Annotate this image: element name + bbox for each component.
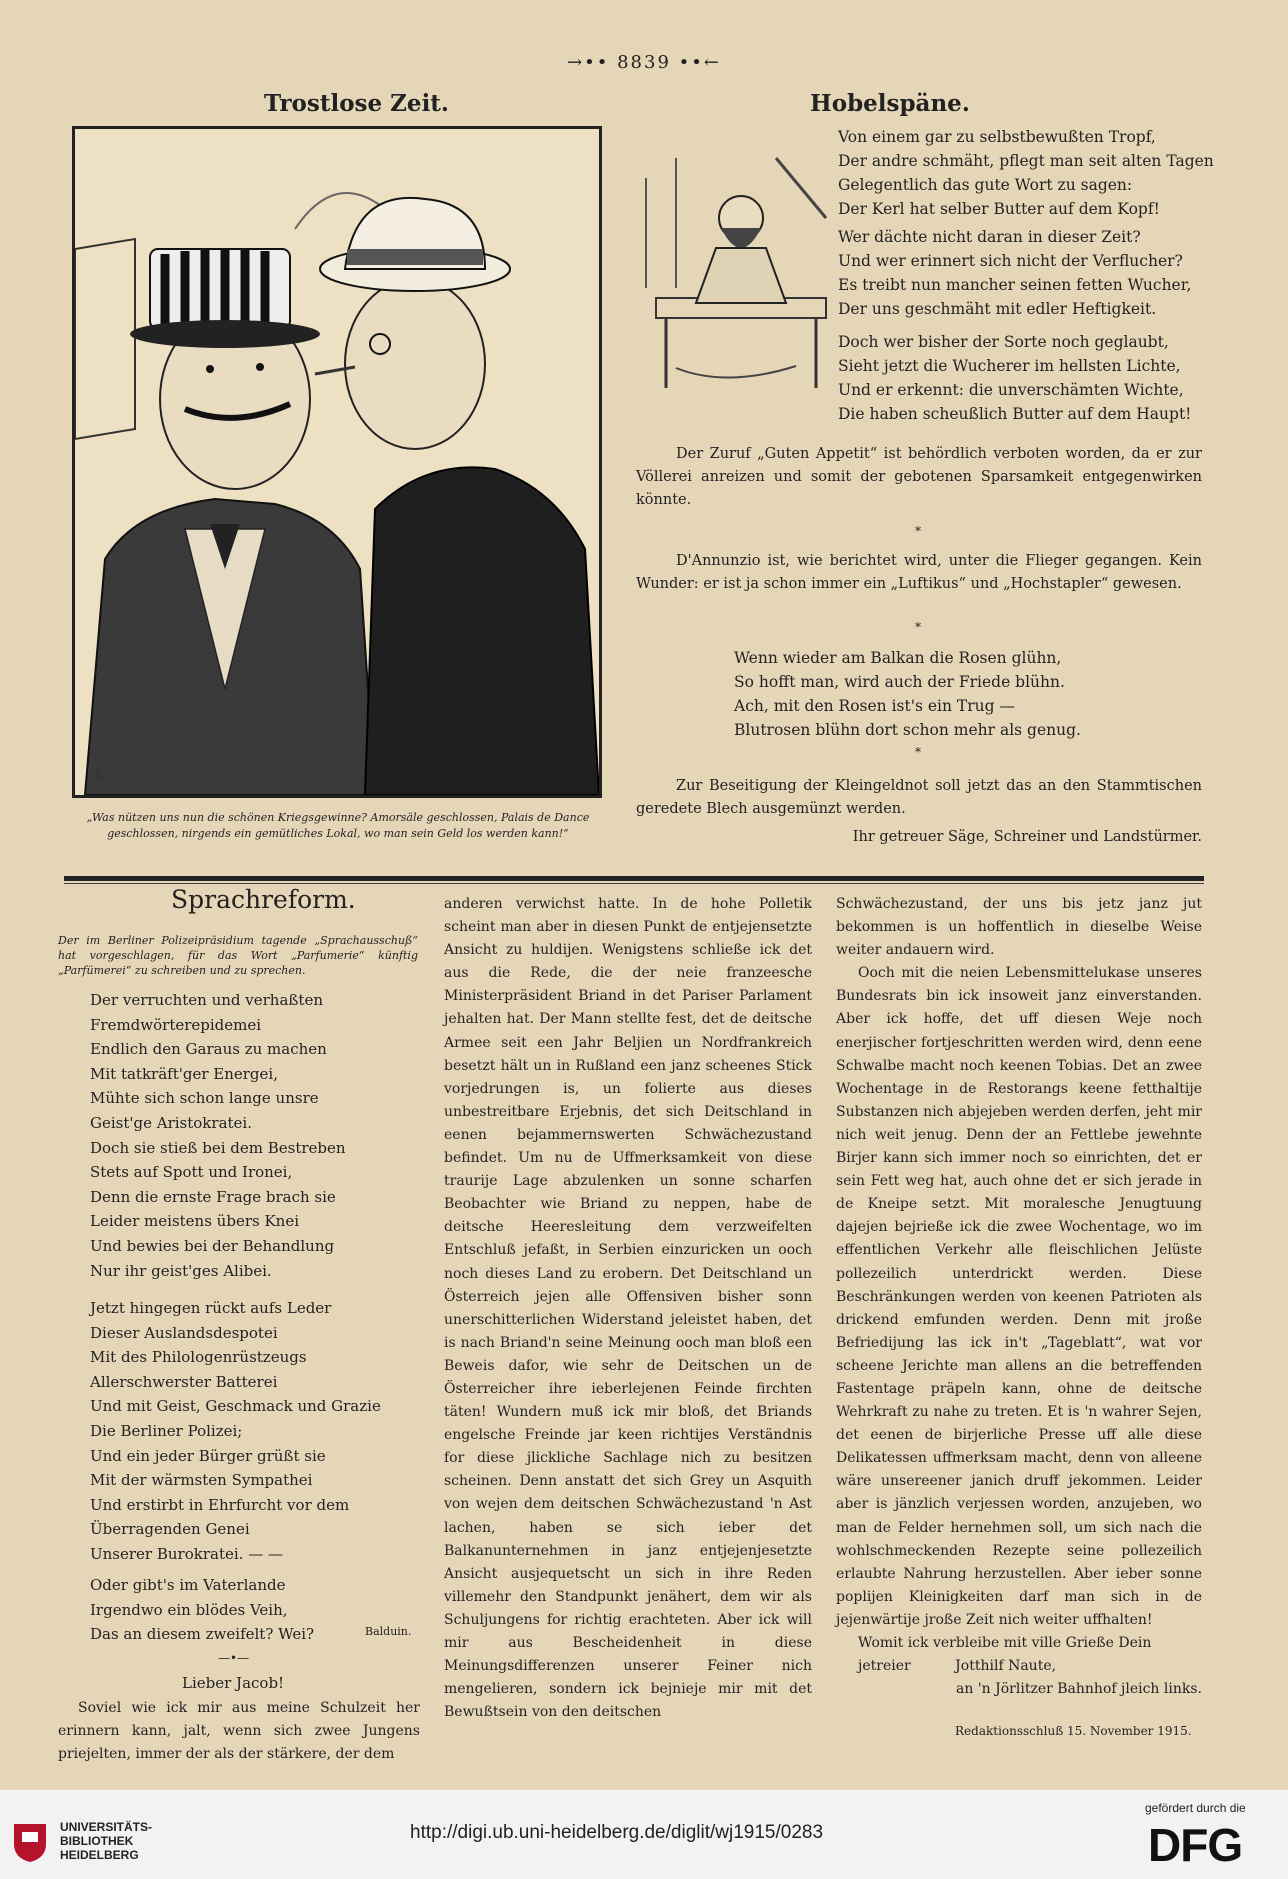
cartoon-title: Trostlose Zeit. (264, 90, 449, 117)
uni-line: UNIVERSITÄTS- (60, 1820, 153, 1834)
hobel-paragraph-2: D'Annunzio ist, wie berichtet wird, unter die Flieger gegangen. Kein Wunder: er ist ja schon immer ein „Luftikus“ und „Hochstapler“ gewesen. (636, 553, 1202, 592)
verse-line: Wenn wieder am Balkan die Rosen glühn, (734, 649, 1062, 667)
verse-line: Es treibt nun mancher seinen fetten Wucher, (838, 276, 1192, 294)
university-logo-icon (10, 1820, 50, 1864)
verse-line: Der uns geschmäht mit edler Heftigkeit. (838, 300, 1157, 318)
letter-paragraph: Ooch mit die neien Lebensmittelukase unseres Bundesrats bin ick insoweit janz einverstanden. Aber ick hoffe, det uff diesen Weje noch enerjischer fortjeschritten werden wird, denn eene Schwalbe macht noch keenen Tobias. Det an zwee Wochentage in de Restorangs keene fetthaltije Substanzen nich abjejeben werden derfen, jeht mir nich weit jenug. Denn der an Fettlebe jewehnte Birjer kann sich immer noch so einrichten, det er sein Fett weg hat, auch ohne det er sich jerade in de Kneipe setzt. Mit moralesche Jenugtuung dajejen bejrieße ick die zwee Wochentage, wo im effentlichen Verkehr alle fleischlichen Jelüste pollezeilich unterdrickt werden. Diese Beschränkungen werden von keenen Patrioten als drickend emfunden werden. Denn mit jroße Befriedijung las ick in't „Tageblatt“, wat vor scheene Jerichte man allens an die betreffenden Fastentage präpeln kann, ohne de deitsche Wehrkraft zu nahe zu treten. Et is 'n wahrer Sejen, det eenen de birjerliche Presse uff alle diese Delikatessen uffmerksam macht, denn von alleene wäre unsereener janich druff jekommen. Leider aber is jänzlich verjessen worden, anzujeben, wo man de Felder hernehmen soll, um sich nach die wohlschmeckenden Rezepte seine pollezeilich erlaubte Nahrung herzustellen. Aber ieber sonne poplijen Kleinigkeiten darf man sich in de jejenwärtije jroße Zeit nich weiter uffhalten! (836, 965, 1202, 1628)
cartoon-illustration (72, 126, 602, 798)
university-library-name (60, 1820, 152, 1862)
page-number: →•• 8839 ••← (567, 52, 721, 73)
hobel-verse-3 (838, 330, 1191, 426)
redaktionsschluss: Redaktionsschluß 15. November 1915. (955, 1724, 1192, 1738)
letter-signature: jetreier Jotthilf Naute, (858, 1658, 1057, 1675)
hobel-verse-1 (838, 125, 1214, 221)
hobel-verse-4 (734, 646, 1081, 742)
poem-line: Überragenden Genei (90, 1520, 250, 1539)
poem-line: Jetzt hingegen rückt aufs Leder (90, 1299, 332, 1317)
poem-line: Allerschwerster Batterei (90, 1372, 278, 1391)
verse-line: Sieht jetzt die Wucherer im hellsten Lichte, (838, 357, 1181, 375)
verse-line: Die haben scheußlich Butter auf dem Haupt! (838, 405, 1192, 423)
poem-line: Nur ihr geist'ges Alibei. (90, 1261, 272, 1280)
sprachreform-stanza-1 (90, 988, 346, 1283)
sprachreform-title: Sprachreform. (171, 885, 356, 914)
poem-line: Die Berliner Polizei; (90, 1421, 243, 1440)
separator-star: * (915, 524, 921, 538)
sprachreform-stanza-3 (90, 1573, 314, 1647)
verse-line: Und wer erinnert sich nicht der Verflucher? (838, 252, 1183, 270)
poem-line: Und mit Geist, Geschmack und Grazie (90, 1397, 381, 1416)
poem-line: Dieser Auslandsdespotei (90, 1323, 278, 1342)
letter-paragraph: Schwächezustand, der uns bis jetz janz jut bekommen is un hoffentlich in dieselbe Weise weiter andauern wird. (836, 896, 1202, 959)
poem-line: Leider meistens übers Knei (90, 1212, 299, 1231)
separator-ornament: —•— (218, 1651, 250, 1665)
poem-line: Mit tatkräft'ger Energei, (90, 1064, 278, 1083)
poem-line: Endlich den Garaus zu machen (90, 1040, 327, 1059)
dfg-logo: DFG (1148, 1819, 1243, 1871)
poem-line: Fremdwörterepidemei (90, 1015, 262, 1034)
funding-note: gefördert durch die (1145, 1801, 1246, 1815)
uni-line: HEIDELBERG (60, 1848, 139, 1862)
verse-line: Ach, mit den Rosen ist's ein Trug — (734, 697, 1015, 715)
letter-signature-address: an 'n Jörlitzer Bahnhof jleich links. (956, 1681, 1202, 1698)
poem-line: Das an diesem zweifelt? Wei? (90, 1625, 315, 1644)
letter-column-1: Soviel wie ick mir aus meine Schulzeit her erinnern kann, jalt, wenn sich zwee Jungens priejelten, immer der als der stärkere, der dem (58, 1700, 420, 1763)
sprachreform-author: Balduin. (365, 1625, 412, 1638)
poem-line: Und erstirbt in Ehrfurcht vor dem (90, 1495, 350, 1514)
verse-line: Blutrosen blühn dort schon mehr als genug. (734, 721, 1081, 739)
carpenter-sketch (636, 138, 840, 408)
poem-line: Irgendwo ein blödes Veih, (90, 1600, 288, 1619)
hobel-paragraph-1: Der Zuruf „Guten Appetit“ ist behördlich verboten worden, da er zur Völlerei anreizen und somit der gebotenen Sparsamkeit entgegenwirken könnte. (636, 446, 1202, 508)
verse-line: Gelegentlich das gute Wort zu sagen: (838, 176, 1133, 194)
poem-line: Mit der wärmsten Sympathei (90, 1471, 313, 1490)
separator-star: * (915, 745, 921, 759)
poem-line: Oder gibt's im Vaterlande (90, 1576, 286, 1594)
uni-line: BIBLIOTHEK (60, 1834, 134, 1848)
source-url-link[interactable]: http://digi.ub.uni-heidelberg.de/diglit/wj1915/0283 (410, 1822, 824, 1843)
verse-line: Der andre schmäht, pflegt man seit alten Tagen (838, 152, 1214, 170)
svg-text:K.: K. (95, 768, 108, 782)
poem-line: Stets auf Spott und Ironei, (90, 1163, 293, 1182)
hobel-verse-2 (838, 225, 1191, 321)
verse-line: Der Kerl hat selber Butter auf dem Kopf! (838, 200, 1160, 218)
hobel-signature: Ihr getreuer Säge, Schreiner und Landstürmer. (852, 829, 1202, 845)
poem-line: Mühte sich schon lange unsre (90, 1089, 319, 1108)
verse-line: Von einem gar zu selbstbewußten Tropf, (838, 128, 1156, 146)
hobel-paragraph-3: Zur Beseitigung der Kleingeldnot soll jetzt das an den Stammtischen geredete Blech ausgemünzt werden. (636, 778, 1202, 817)
poem-line: Der verruchten und verhaßten (90, 991, 323, 1009)
verse-line: Und er erkennt: die unverschämten Wichte, (838, 381, 1184, 399)
verse-line: Wer dächte nicht daran in dieser Zeit? (838, 228, 1141, 246)
verse-line: Doch wer bisher der Sorte noch geglaubt, (838, 333, 1169, 351)
poem-line: Unserer Burokratei. — — (90, 1544, 283, 1563)
letter-column-3 (836, 893, 1202, 1701)
poem-line: Und bewies bei der Behandlung (90, 1236, 335, 1255)
poem-line: Geist'ge Aristokratei. (90, 1113, 252, 1132)
poem-line: Denn die ernste Frage brach sie (90, 1187, 336, 1206)
sprachreform-subtitle: Der im Berliner Polizeipräsidium tagende „Sprachausschuß“ hat vorgeschlagen, für das Wort „Parfumerie“ künftig „Parfümerei“ zu schreiben und zu sprechen. (58, 934, 418, 977)
sprachreform-stanza-2 (90, 1296, 381, 1567)
separator-star: * (915, 620, 921, 634)
verse-line: So hofft man, wird auch der Friede blühn. (734, 673, 1065, 691)
letter-column-2: anderen verwichst hatte. In de hohe Polletik scheint man aber in diesen Punkt de entjejensetzte Ansicht zu huldijen. Wenigstens schließe ick det aus die Rede, die der neie franzeesche Ministerpräsident Briand in det Pariser Parlament jehalten hat. Der Mann stellte fest, det de deitsche Armee seit een Jahr Beljien un Nordfrankreich besetzt hält un in Rußland een janz scheenes Stick vorjedrungen is, un folierte aus dieses unbestreitbare Erjebnis, det sich Deitschland in eenen bejammernswerten Schwächezustand befindet. Um nu de Uffmerksamkeit von diese traurije Lage abzulenken un sonne scharfen Beobachter wie Briand zu neppen, habe de deitsche Heeresleitung dem verzweifelten Entschluß jefaßt, in Serbien einzuricken un ooch noch dieses Land zu erobern. Det Deitschland un Österreich jejen alle Offensiven bisher sonn unerschitterlichen Widerstand jeleistet haben, det is nach Briand'n seine Meinung ooch man bloß een Beweis dafor, wie sehr de Deitschen un de Österreicher ihre ieberlejenen Feinde firchten täten! Wundern muß ick mir bloß, det Briands engelsche Freinde jar keen richtijes Verständnis for diese jlickliche Sachlage nich zu besitzen scheinen. Denn anstatt det sich Grey un Asquith von wejen dem deitschen Schwächezustand 'n Ast lachen, haben se sich ieber det Balkanunternehmen in janz entjejenjesetzte Ansicht ausjequetscht un sich in ihre Reden villemehr den Standpunkt jenähert, dem wir als Schuljungens for richtig erachteten. Aber ick will mir aus Bescheidenheit in diese Meinungsdifferenzen unserer Feiner nich mengelieren, sondern ick bejnieje mir mit det Bewußtsein von den deitschen (444, 896, 812, 1721)
letter-paragraph: Womit ick verbleibe mit ville Grieße Dein (858, 1635, 1152, 1651)
letter-salutation: Lieber Jacob! (182, 1674, 285, 1692)
poem-line: Und ein jeder Bürger grüßt sie (90, 1446, 326, 1465)
poem-line: Doch sie stieß bei dem Bestreben (90, 1138, 346, 1157)
section-divider-thin (64, 883, 1204, 884)
hobelspaene-title: Hobelspäne. (810, 90, 970, 117)
section-divider (64, 876, 1204, 881)
poem-line: Mit des Philologenrüstzeugs (90, 1348, 307, 1367)
cartoon-caption: „Was nützen uns nun die schönen Kriegsgewinne? Amorsäle geschlossen, Palais de Dance geschlossen, nirgends ein gemütliches Lokal, wo man sein Geld los werden kann!“ (86, 811, 590, 840)
